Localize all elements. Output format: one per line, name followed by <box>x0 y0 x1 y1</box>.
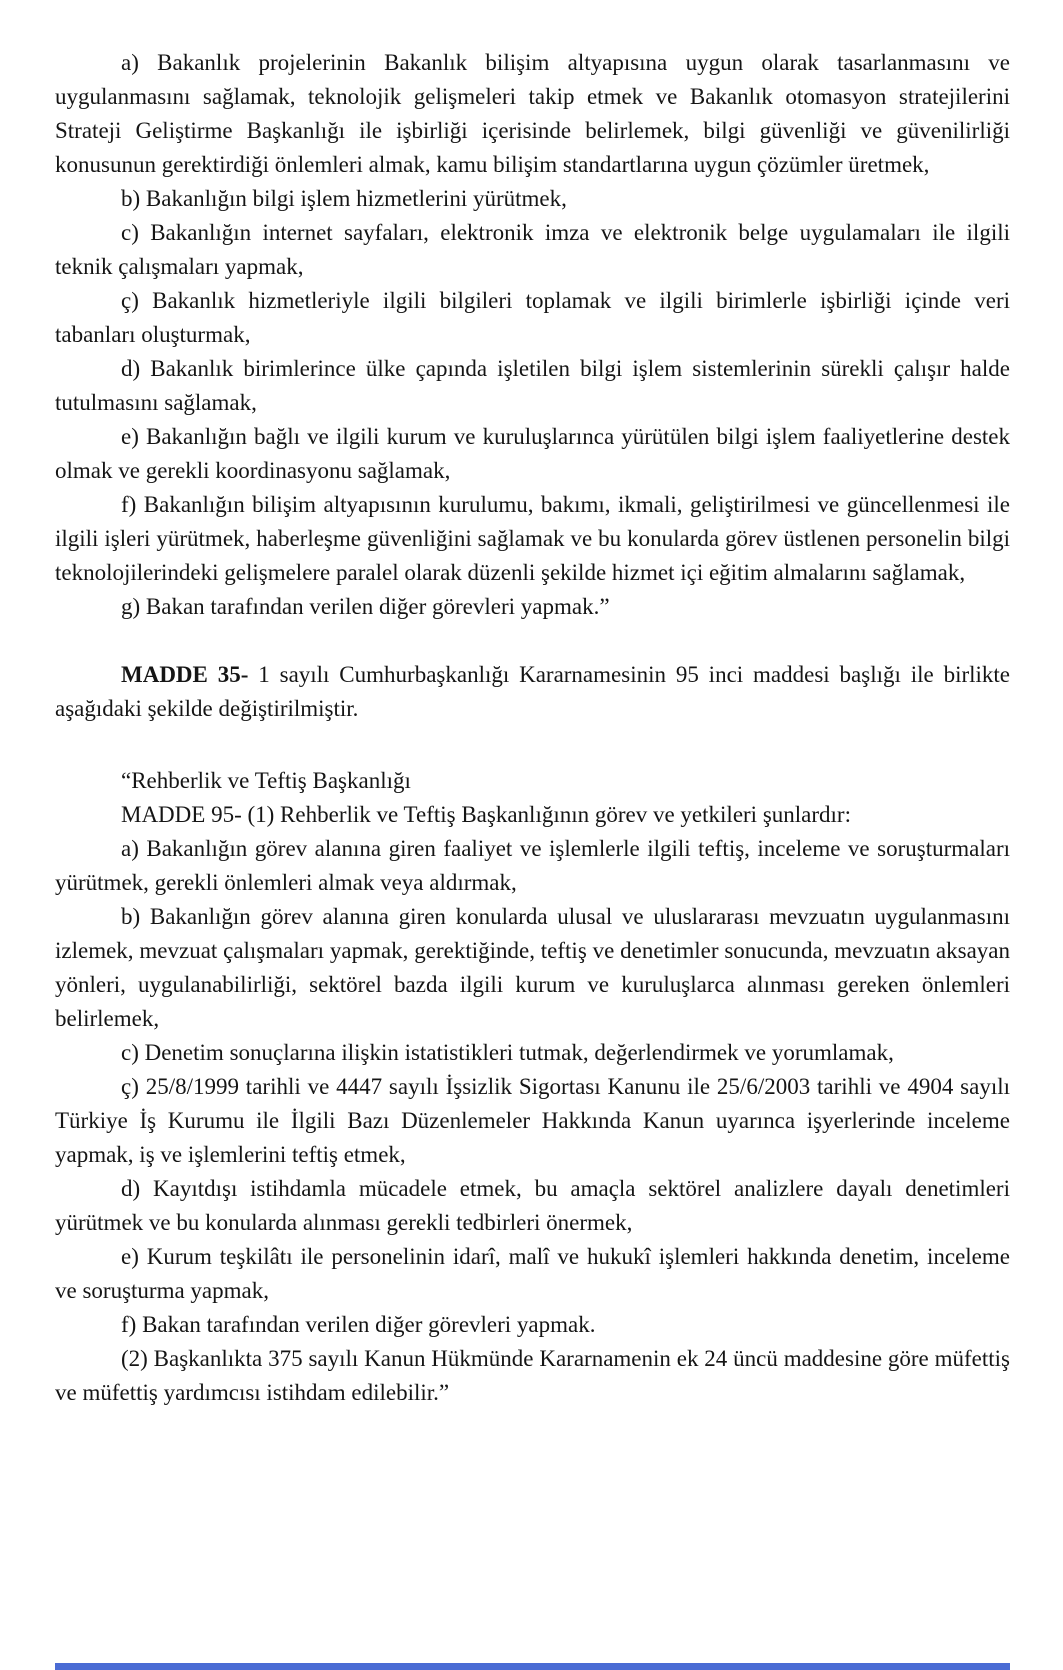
bottom-highlight-bar <box>55 1663 1010 1670</box>
clause-f: f) Bakanlığın bilişim altyapısının kurulumu, bakımı, ikmali, geliştirilmesi ve güncellenmesi ile ilgili işleri yürütmek, haberleşme güvenliğini sağlamak ve bu konularda görev üstlenen personelin bilgi teknolojilerindeki gelişmelere paralel olarak düzenli şekilde hizmet içi eğitim almalarını sağlamak, <box>55 492 1010 585</box>
clause-c-cedilla: ç) Bakanlık hizmetleriyle ilgili bilgileri toplamak ve ilgili birimlerle işbirliği içinde veri tabanları oluşturmak, <box>55 288 1010 347</box>
madde-95-clause-b: b) Bakanlığın görev alanına giren konularda ulusal ve uluslararası mevzuatın uygulanmasını izlemek, mevzuat çalışmaları yapmak, gerektiğinde, teftiş ve denetimler sonucunda, mevzuatın aksayan yönleri, uygulanabilirliği, sektörel bazda ilgili kurum ve kuruluşlarca alınması gereken önlemleri belirlemek, <box>55 904 1010 1031</box>
clause-b: b) Bakanlığın bilgi işlem hizmetlerini yürütmek, <box>121 186 567 211</box>
clause-g: g) Bakan tarafından verilen diğer görevleri yapmak.” <box>121 594 610 619</box>
madde-95-clause-f: f) Bakan tarafından verilen diğer görevleri yapmak. <box>121 1312 596 1337</box>
quote-heading: “Rehberlik ve Teftiş Başkanlığı <box>121 768 411 793</box>
clause-e: e) Bakanlığın bağlı ve ilgili kurum ve kuruluşlarınca yürütülen bilgi işlem faaliyetlerine destek olmak ve gerekli koordinasyonu sağlamak, <box>55 424 1010 483</box>
clause-d: d) Bakanlık birimlerince ülke çapında işletilen bilgi işlem sistemlerinin sürekli çalışır halde tutulmasını sağlamak, <box>55 356 1010 415</box>
madde-95-clause-d: d) Kayıtdışı istihdamla mücadele etmek, bu amaçla sektörel analizlere dayalı denetimleri yürütmek ve bu konularda alınması gerekli tedbirleri önermek, <box>55 1176 1010 1235</box>
madde-95-clause-e: e) Kurum teşkilâtı ile personelinin idarî, malî ve hukukî işlemleri hakkında denetim, inceleme ve soruşturma yapmak, <box>55 1244 1010 1303</box>
madde-95-clause-a: a) Bakanlığın görev alanına giren faaliyet ve işlemlerle ilgili teftiş, inceleme ve soruşturmaları yürütmek, gerekli önlemleri almak veya aldırmak, <box>55 836 1010 895</box>
madde-35-text: 1 sayılı Cumhurbaşkanlığı Kararnamesinin 95 inci maddesi başlığı ile birlikte aşağıdaki şekilde değiştirilmiştir. <box>55 662 1010 721</box>
madde-35-paragraph <box>55 658 1010 726</box>
clause-a: a) Bakanlık projelerinin Bakanlık bilişim altyapısına uygun olarak tasarlanmasını ve uygulanmasını sağlamak, teknolojik gelişmeleri takip etmek ve Bakanlık otomasyon stratejilerini Strateji Geliştirme Başkanlığı ile işbirliği içerisinde belirlemek, bilgi güvenliği ve güvenilirliği konusunun gerektirdiği önlemleri almak, kamu bilişim standartlarına uygun çözümler üretmek, <box>55 50 1010 177</box>
document-body <box>55 46 1010 1410</box>
madde-95-clause-c-cedilla: ç) 25/8/1999 tarihli ve 4447 sayılı İşsizlik Sigortası Kanunu ile 25/6/2003 tarihli ve 4904 sayılı Türkiye İş Kurumu ile İlgili Bazı Düzenlemeler Hakkında Kanun uyarınca işyerlerinde inceleme yapmak, iş ve işlemlerini teftiş etmek, <box>55 1074 1010 1167</box>
madde-95-paragraph-2: (2) Başkanlıkta 375 sayılı Kanun Hükmünde Kararnamenin ek 24 üncü maddesine göre müfettiş ve müfettiş yardımcısı istihdam edilebilir.” <box>55 1346 1010 1405</box>
madde-95-intro: MADDE 95- (1) Rehberlik ve Teftiş Başkanlığının görev ve yetkileri şunlardır: <box>121 802 851 827</box>
madde-95-clause-c: c) Denetim sonuçlarına ilişkin istatistikleri tutmak, değerlendirmek ve yorumlamak, <box>121 1040 894 1065</box>
madde-35-label: MADDE 35- <box>121 662 249 687</box>
clause-c: c) Bakanlığın internet sayfaları, elektronik imza ve elektronik belge uygulamaları ile ilgili teknik çalışmaları yapmak, <box>55 220 1010 279</box>
